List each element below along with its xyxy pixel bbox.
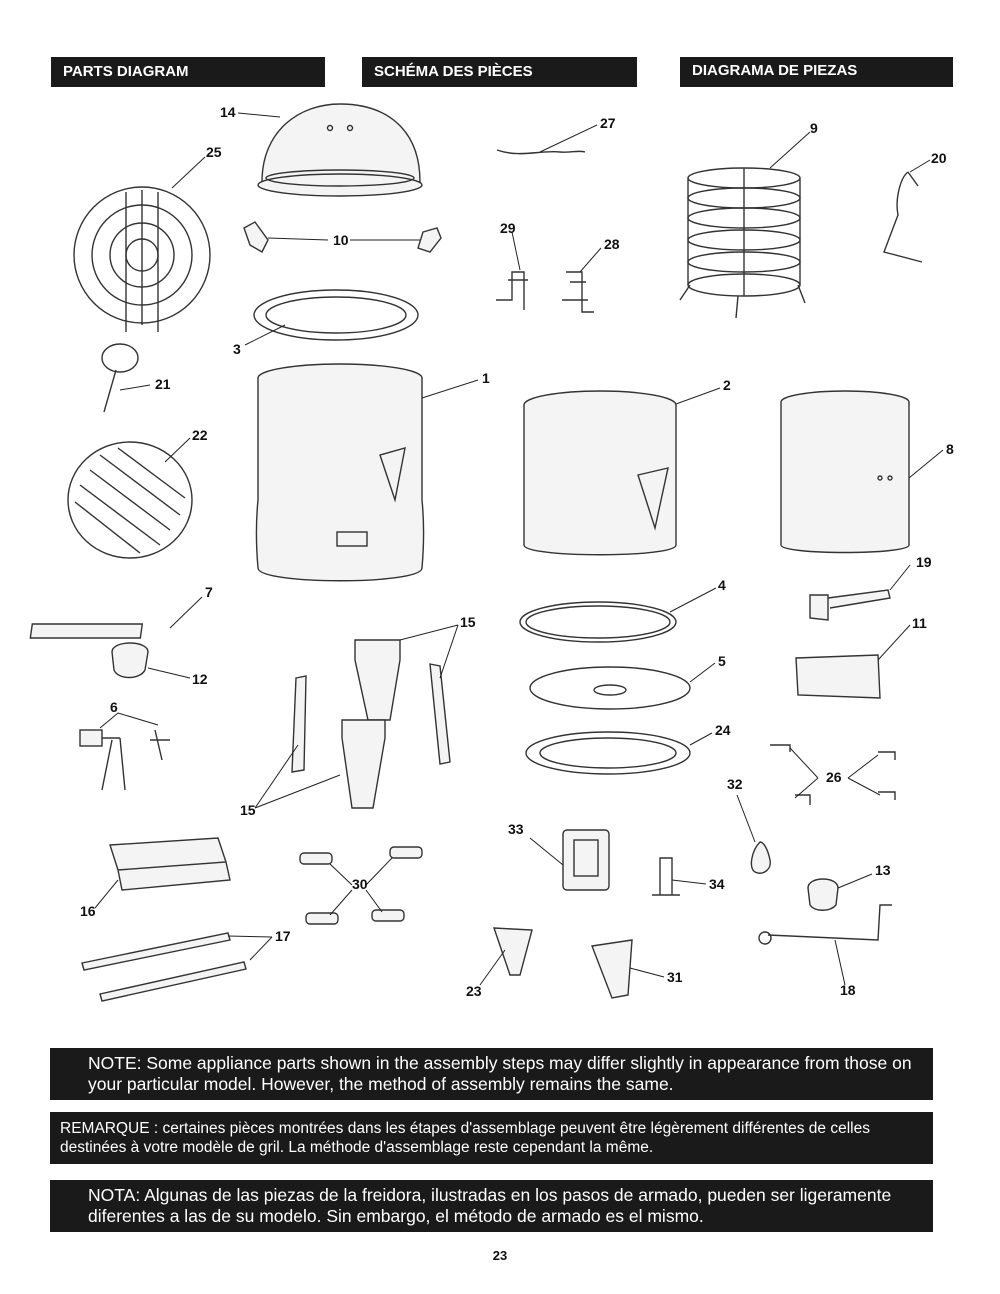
callout-6: 6: [110, 699, 118, 715]
callout-2: 2: [723, 377, 731, 393]
part-cooking-grate: [68, 442, 192, 558]
callout-29: 29: [500, 220, 516, 236]
header-parts-diagram: PARTS DIAGRAM: [51, 57, 325, 87]
part-clip-34: [652, 858, 680, 895]
part-bracket-19: [810, 590, 890, 620]
callout-26: 26: [826, 769, 842, 785]
callout-5: 5: [718, 653, 726, 669]
callout-32: 32: [727, 776, 743, 792]
part-lid: [258, 104, 422, 196]
part-bracket-31: [592, 940, 632, 998]
callout-14: 14: [220, 104, 236, 120]
part-base-gasket: [526, 732, 690, 774]
part-timer: [563, 830, 609, 890]
callout-4: 4: [718, 577, 726, 593]
part-nozzle: [751, 842, 770, 873]
callout-11: 11: [912, 615, 927, 631]
callout-3: 3: [233, 341, 241, 357]
callout-1: 1: [482, 370, 490, 386]
part-lift-hook: [884, 172, 922, 262]
callout-33: 33: [508, 821, 524, 837]
part-hinge-28: [562, 272, 594, 312]
part-frying-pot: [781, 391, 909, 553]
part-shield-23: [494, 928, 532, 975]
part-lid-gasket: [254, 290, 418, 340]
callout-27: 27: [600, 115, 616, 131]
part-logo-plate: [30, 624, 142, 638]
callout-12: 12: [192, 671, 208, 687]
note-french: REMARQUE : certaines pièces montrées dans les étapes d'assemblage peuvent être légèrement différentes de celles destinées à votre modèle de gril. La méthode d'assemblage reste cependant la même.: [50, 1112, 933, 1164]
callout-8: 8: [946, 441, 954, 457]
callout-24: 24: [715, 722, 731, 738]
callout-28: 28: [604, 236, 620, 252]
callout-7: 7: [205, 584, 213, 600]
callout-19: 19: [916, 554, 932, 570]
part-burner-tube: [768, 905, 892, 940]
part-legs: [292, 640, 450, 808]
part-lifting-stem: [102, 344, 138, 412]
note-english: NOTE: Some appliance parts shown in the assembly steps may differ slightly in appearance from those on your particular model. However, the method of assembly remains the same.: [50, 1048, 933, 1100]
callout-15-lower: 15: [240, 802, 256, 818]
part-thermometer-ring: [520, 602, 676, 642]
callout-30: 30: [352, 876, 368, 892]
part-fryer-body: [257, 364, 424, 581]
callout-21: 21: [155, 376, 171, 392]
header-schema-des-pieces: SCHÉMA DES PIÈCES: [362, 57, 637, 87]
part-drip-tray: [110, 838, 230, 890]
callout-31: 31: [667, 969, 683, 985]
part-rails: [82, 933, 246, 1001]
part-igniter: [808, 879, 838, 910]
note-spanish: NOTA: Algunas de las piezas de la freidora, ilustradas en los pasos de armado, pueden ser ligeramente diferentes a las de su modelo. Sin embargo, el método de armado es el mismo.: [50, 1180, 933, 1232]
callout-10: 10: [333, 232, 349, 248]
part-lid-handle-left: [244, 222, 268, 252]
callout-23: 23: [466, 983, 482, 999]
header-diagrama-de-piezas: DIAGRAMA DE PIEZAS: [680, 57, 953, 87]
callout-17: 17: [275, 928, 291, 944]
part-burner-housing: [796, 655, 880, 698]
part-lid-handle-right: [418, 228, 441, 252]
callout-13: 13: [875, 862, 891, 878]
part-hinge-29: [496, 272, 528, 310]
page-number: 23: [492, 1248, 508, 1263]
callout-20: 20: [931, 150, 947, 166]
callout-25: 25: [206, 144, 222, 160]
part-poultry-rack: [74, 187, 210, 332]
part-heat-shield: [524, 391, 676, 555]
part-basket: [680, 168, 805, 318]
part-valve-regulator: [80, 730, 170, 790]
callout-15-upper: 15: [460, 614, 476, 630]
callout-16: 16: [80, 903, 96, 919]
callout-34: 34: [709, 876, 725, 892]
callout-9: 9: [810, 120, 818, 136]
part-valve-knob: [112, 643, 148, 678]
part-drip-plate: [530, 667, 690, 709]
callout-22: 22: [192, 427, 208, 443]
callout-18: 18: [840, 982, 856, 998]
